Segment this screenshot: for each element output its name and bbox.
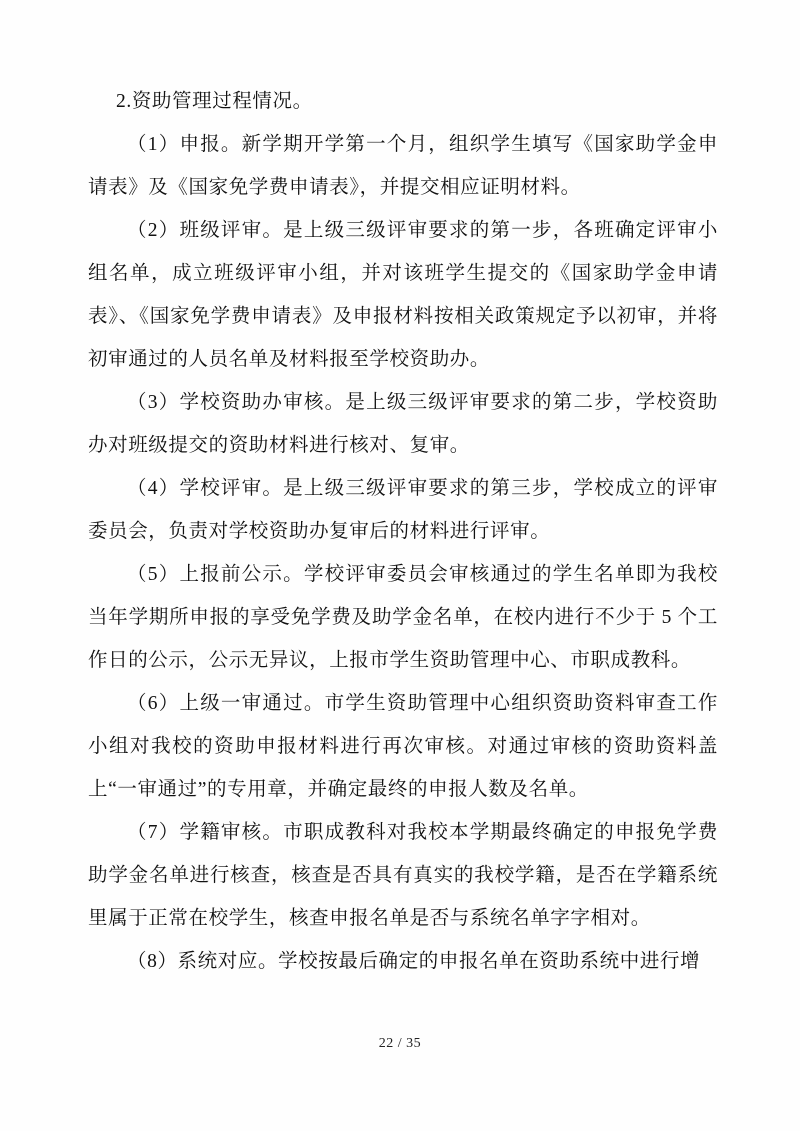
paragraph-3: （2）班级评审。是上级三级评审要求的第一步，各班确定评审小组名单，成立班级评审小组，并对该班学生提交的《国家助学金申请表》、《国家免学费申请表》及申报材料按相关政策规定予以初审，并将初审通过的人员名单及材料报至学校资助办。 <box>88 220 718 370</box>
paragraph-5: （4）学校评审。是上级三级评审要求的第三步，学校成立的评审委员会，负责对学校资助办复审后的材料进行评审。 <box>88 478 718 542</box>
paragraph-1: 2.资助管理过程情况。 <box>116 91 313 112</box>
paragraph-2: （1）申报。新学期开学第一个月，组织学生填写《国家助学金申请表》及《国家免学费申请表》，并提交相应证明材料。 <box>88 134 718 198</box>
page-number: 22 / 35 <box>378 1036 422 1051</box>
paragraph-9: （8）系统对应。学校按最后确定的申报名单在资助系统中进行增 <box>127 951 701 972</box>
paragraph-8: （7）学籍审核。市职成教科对我校本学期最终确定的申报免学费助学金名单进行核查，核查是否具有真实的我校学籍，是否在学籍系统里属于正常在校学生，核查申报名单是否与系统名单字字相对。 <box>88 822 718 929</box>
paragraph-6: （5）上报前公示。学校评审委员会审核通过的学生名单即为我校当年学期所申报的享受免学费及助学金名单，在校内进行不少于 5 个工作日的公示，公示无异议，上报市学生资助管理中心、市职成教科。 <box>88 564 718 671</box>
paragraph-4: （3）学校资助办审核。是上级三级评审要求的第二步，学校资助办对班级提交的资助材料进行核对、复审。 <box>88 392 718 456</box>
document-body <box>88 80 718 983</box>
paragraph-7: （6）上级一审通过。市学生资助管理中心组织资助资料审查工作小组对我校的资助申报材料进行再次审核。对通过审核的资助资料盖上“一审通过”的专用章，并确定最终的申报人数及名单。 <box>88 693 718 800</box>
